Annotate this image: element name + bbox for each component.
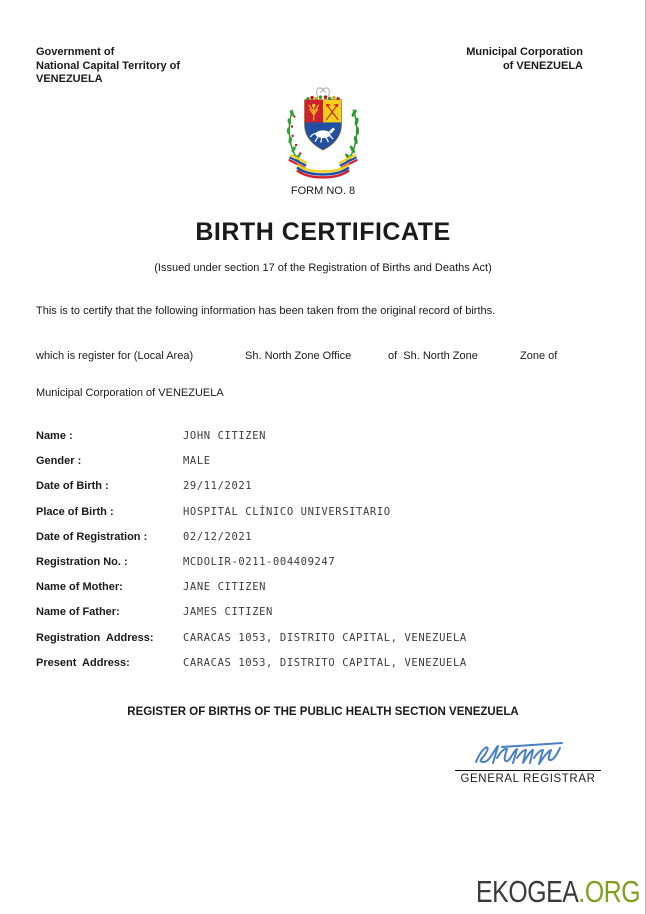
field-value: 29/11/2021 bbox=[183, 480, 253, 492]
field-label: Name of Father: bbox=[36, 606, 120, 618]
field-label: Date of Registration : bbox=[36, 531, 148, 543]
field-label: Date of Birth : bbox=[36, 480, 109, 492]
field-row-date-of-birth bbox=[36, 480, 252, 494]
header-issuing-authority bbox=[36, 46, 180, 87]
field-row-name bbox=[36, 430, 266, 444]
field-row-gender bbox=[36, 455, 211, 469]
certify-statement: This is to certify that the following information has been taken from the original record of births. bbox=[36, 305, 496, 317]
field-value: JANE CITIZEN bbox=[183, 581, 267, 593]
registrar-signature-icon bbox=[472, 740, 590, 770]
field-value: CARACAS 1053, DISTRITO CAPITAL, VENEZUELA bbox=[183, 657, 467, 669]
header-left-line3: VENEZUELA bbox=[36, 73, 103, 85]
register-zone-name: of Sh. North Zone bbox=[388, 350, 478, 362]
field-value: MALE bbox=[183, 455, 211, 467]
register-corporation-line: Municipal Corporation of VENEZUELA bbox=[36, 387, 224, 399]
field-label: Name : bbox=[36, 430, 73, 442]
field-row-place-of-birth bbox=[36, 506, 391, 520]
field-value: JAMES CITIZEN bbox=[183, 606, 273, 618]
form-number: FORM NO. 8 bbox=[290, 185, 356, 197]
header-right-line1: Municipal Corporation bbox=[466, 46, 583, 58]
header-right-line2: of VENEZUELA bbox=[502, 59, 583, 72]
register-office-name: Sh. North Zone Office bbox=[245, 350, 352, 362]
register-zone-of: Zone of bbox=[520, 350, 558, 362]
field-row-name-of-mother bbox=[36, 581, 266, 595]
field-label: Gender : bbox=[36, 455, 82, 467]
signer-title: GENERAL REGISTRAR bbox=[460, 773, 596, 785]
header-left-line2: National Capital Territory of bbox=[36, 59, 181, 72]
field-row-registration-address bbox=[36, 632, 467, 646]
header-municipal-corporation bbox=[466, 46, 583, 73]
field-value: 02/12/2021 bbox=[183, 531, 253, 543]
field-value: CARACAS 1053, DISTRITO CAPITAL, VENEZUELA bbox=[183, 632, 467, 644]
ekogea-logo-tld: .ORG bbox=[578, 874, 640, 909]
field-row-name-of-father bbox=[36, 606, 273, 620]
signature-line bbox=[455, 770, 601, 771]
ekogea-logo-name: EKOGEA bbox=[475, 874, 579, 909]
field-value: MCDOLIR-0211-004409247 bbox=[183, 556, 336, 568]
field-label: Name of Mother: bbox=[36, 581, 123, 593]
register-area-line bbox=[0, 350, 646, 364]
field-label: Place of Birth : bbox=[36, 506, 114, 518]
header-left-line1: Government of bbox=[36, 46, 115, 58]
ekogea-logo bbox=[476, 874, 640, 910]
field-value: JOHN CITIZEN bbox=[183, 430, 267, 442]
venezuela-coat-of-arms-icon bbox=[281, 84, 365, 186]
field-row-registration-no bbox=[36, 556, 335, 570]
field-label: Registration No. : bbox=[36, 556, 128, 568]
register-section-title: REGISTER OF BIRTHS OF THE PUBLIC HEALTH SECTION VENEZUELA bbox=[127, 706, 519, 718]
field-row-date-of-registration bbox=[36, 531, 252, 545]
issued-under-note: (Issued under section 17 of the Registration of Births and Deaths Act) bbox=[154, 262, 492, 274]
document-title: BIRTH CERTIFICATE bbox=[195, 218, 451, 246]
field-value: HOSPITAL CLÍNICO UNIVERSITARIO bbox=[183, 506, 391, 518]
field-label: Registration Address: bbox=[36, 632, 154, 644]
register-line-label: which is register for (Local Area) bbox=[36, 350, 194, 362]
field-row-present-address bbox=[36, 657, 467, 671]
field-label: Present Address: bbox=[36, 657, 130, 669]
